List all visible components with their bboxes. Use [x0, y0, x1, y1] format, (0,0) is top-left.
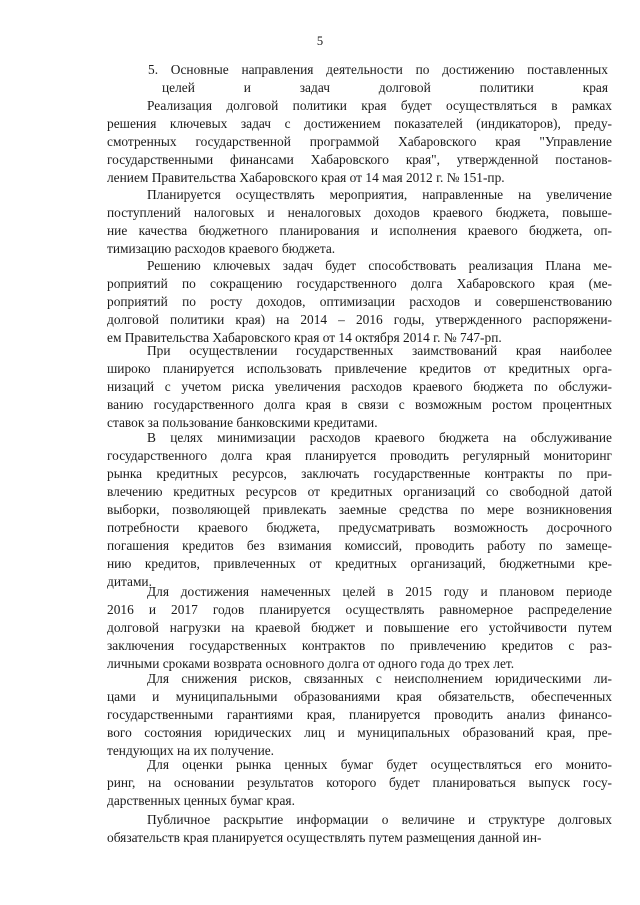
heading-line: 5. Основные направления деятельности по достижению поставленных	[148, 62, 608, 77]
paragraph-line: Реализация долговой политики края будет осуществляться в рамках	[147, 98, 612, 113]
paragraph-line: 2016 и 2017 годов планируется осуществлять равномерное распределение	[107, 602, 612, 617]
paragraph-line: долговой политики края) на 2014 – 2016 годы, утвержденного распоряжени-	[107, 312, 612, 327]
paragraph	[107, 429, 612, 591]
paragraph-line: потребности краевого бюджета, предусматривать возможность досрочного	[107, 520, 612, 535]
paragraph-line: Для оценки рынка ценных бумаг будет осуществляться его монито-	[147, 757, 612, 772]
paragraph	[107, 583, 612, 673]
paragraph	[107, 257, 612, 347]
paragraph-line: тимизацию расходов краевого бюджета.	[107, 241, 336, 256]
paragraph-line: При осуществлении государственных заимствований края наиболее	[147, 343, 612, 358]
paragraph-line: нию кредитов, привлеченных от кредитных организаций, бюджетными кре-	[107, 556, 612, 571]
paragraph-line: ринг, на основании результатов которого будет планироваться выпуск госу-	[107, 775, 612, 790]
paragraph-line: Для достижения намеченных целей в 2015 году и плановом периоде	[147, 584, 612, 599]
paragraph-line: погашения кредитов без взимания комиссий, проводить работу по замеще-	[107, 538, 612, 553]
paragraph-line: дитами.	[107, 574, 152, 589]
paragraph-line: тендующих на их получение.	[107, 743, 275, 758]
paragraph-line: низаций с учетом риска увеличения расходов краевого бюджета по обслужи-	[107, 379, 612, 394]
paragraph	[107, 97, 612, 187]
paragraph-line: ставок за пользование банковскими кредитами.	[107, 415, 378, 430]
paragraph	[107, 670, 612, 760]
paragraph-line: рынка кредитных ресурсов, заключать государственные контракты по при-	[107, 466, 612, 481]
paragraph-line: обязательств края планируется осуществлять путем размещения данной ин-	[107, 830, 542, 845]
paragraph	[107, 342, 612, 432]
paragraph-line: роприятий по росту доходов, оптимизации расходов и совершенствованию	[107, 294, 612, 309]
paragraph-line: лением Правительства Хабаровского края от 14 мая 2012 г. № 151-пр.	[107, 170, 505, 185]
paragraph-line: решения ключевых задач с достижением показателей (индикаторов), преду-	[107, 116, 612, 131]
paragraph-line: В целях минимизации расходов краевого бюджета на обслуживание	[147, 430, 612, 445]
paragraph-line: смотренных государственной программой Хабаровского края "Управление	[107, 134, 612, 149]
paragraph-line: личными сроками возврата основного долга от одного года до трех лет.	[107, 656, 515, 671]
paragraph	[107, 756, 612, 810]
paragraph-line: государственными финансами Хабаровского края", утвержденной постанов-	[107, 152, 612, 167]
paragraph	[107, 811, 612, 847]
paragraph-line: Для снижения рисков, связанных с неисполнением юридическими ли-	[147, 671, 612, 686]
paragraph-line: цами и муниципальными образованиями края обязательств, обеспеченных	[107, 689, 612, 704]
section-heading	[148, 62, 608, 98]
page-number: 5	[316, 34, 324, 48]
paragraph-line: долговой нагрузки на краевой бюджет и повышение его устойчивости путем	[107, 620, 612, 635]
paragraph-line: влечению кредитных ресурсов от кредитных организаций со свободной датой	[107, 484, 612, 499]
paragraph-line: поступлений налоговых и неналоговых доходов краевого бюджета, повыше-	[107, 205, 612, 220]
paragraph-line: государственного долга края планируется проводить регулярный мониторинг	[107, 448, 612, 463]
paragraph-line: ем Правительства Хабаровского края от 14 октября 2014 г. № 747-рп.	[107, 330, 502, 345]
paragraph	[107, 186, 612, 258]
paragraph-line: широко планируется использовать привлечение кредитов от кредитных орга-	[107, 361, 612, 376]
paragraph-line: ванию государственного долга края в связи с возможным ростом процентных	[107, 397, 612, 412]
heading-line: целей и задач долговой политики края	[162, 80, 608, 95]
paragraph-line: дарственных ценных бумаг края.	[107, 793, 295, 808]
paragraph-line: вого состояния юридических лиц и муниципальных образований края, пре-	[107, 725, 612, 740]
paragraph-line: государственными гарантиями края, планируется проводить анализ финансо-	[107, 707, 612, 722]
paragraph-line: выборки, позволяющей привлекать заемные средства по мере возникновения	[107, 502, 612, 517]
paragraph-line: Публичное раскрытие информации о величине и структуре долговых	[147, 812, 612, 827]
paragraph-line: заключения государственных контрактов по привлечению кредитов с раз-	[107, 638, 612, 653]
paragraph-line: роприятий по сокращению государственного долга Хабаровского края (ме-	[107, 276, 612, 291]
paragraph-line: ние качества бюджетного планирования и исполнения краевого бюджета, оп-	[107, 223, 612, 238]
paragraph-line: Решению ключевых задач будет способствовать реализация Плана ме-	[147, 258, 612, 273]
paragraph-line: Планируется осуществлять мероприятия, направленные на увеличение	[147, 187, 612, 202]
